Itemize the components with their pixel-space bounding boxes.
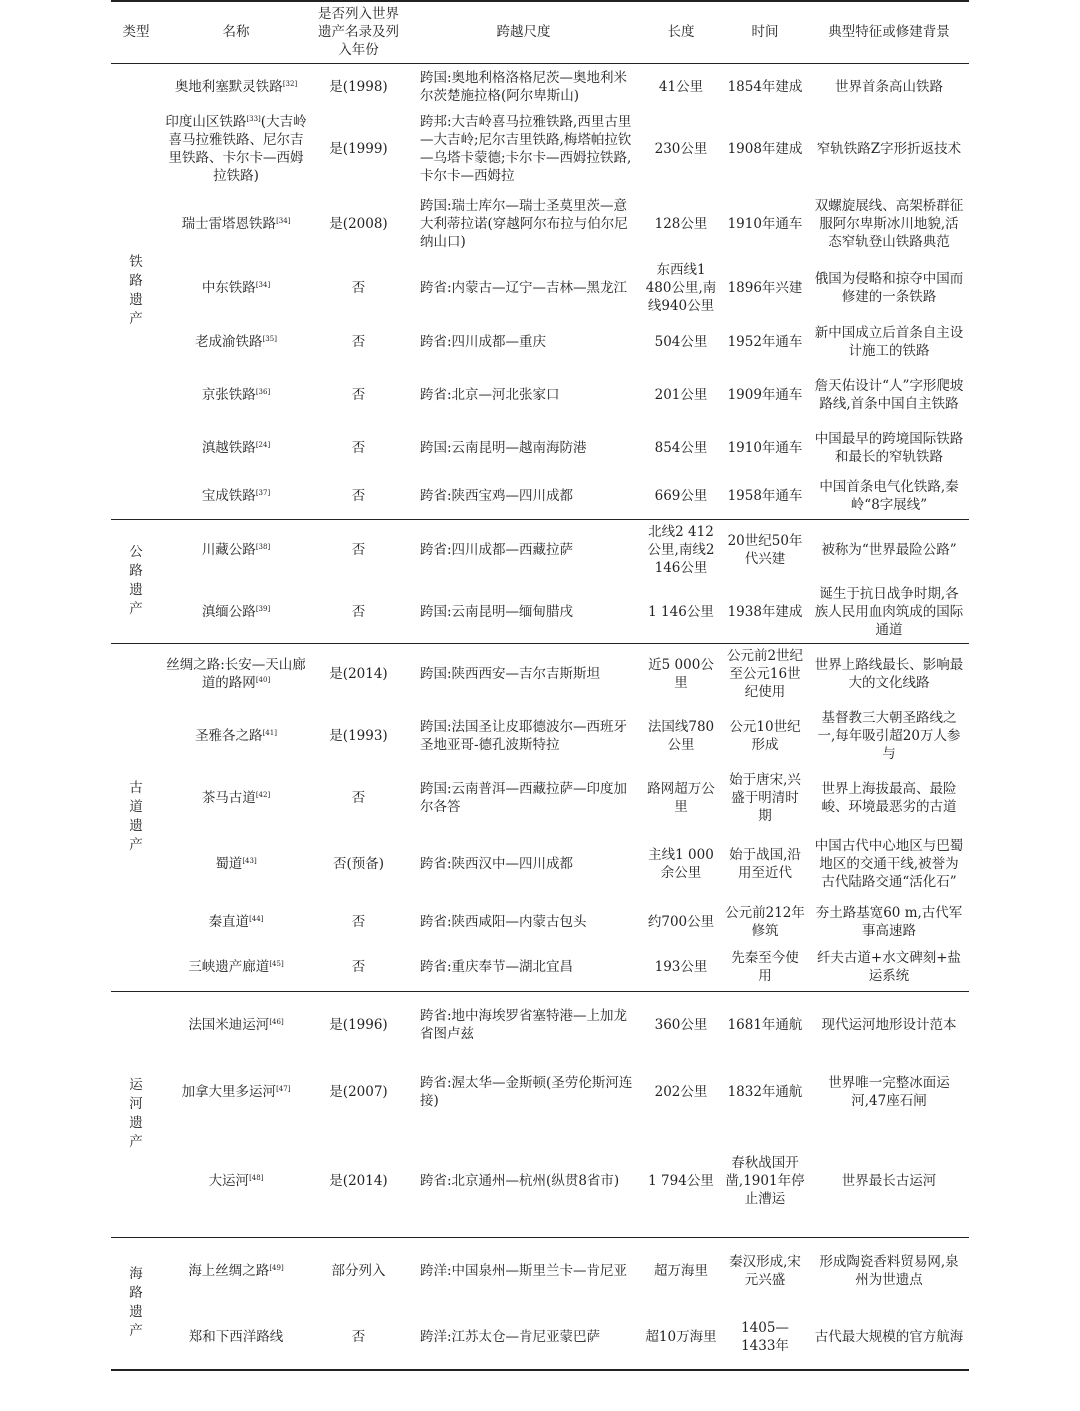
span-cell: 跨省:四川成都—西藏拉萨 [420,542,574,559]
route-name: 滇越铁路 [201,439,256,456]
feature-cell: 世界唯一完整冰面运河,47座石闸 [828,1074,950,1109]
feature-cell: 世界上路线最长、影响最大的文化线路 [814,657,964,692]
table-row [111,63,969,110]
length-cell: 128公里 [654,216,708,232]
length-cell: 201公里 [654,386,708,403]
length-cell: 1 146公里 [641,581,721,643]
table-row [111,1125,969,1237]
time-cell: 1908年建成 [727,141,803,157]
route-name: 瑞士雷塔恩铁路 [181,216,277,232]
length-cell: 504公里 [654,333,708,350]
citation-ref: [46] [269,1017,284,1026]
whs-cell: 是(1996) [329,1016,388,1033]
whs-cell: 否 [351,386,366,403]
time-cell: 先秦至今使用 [721,944,809,991]
feature-cell: 纤夫古道+水文碑刻+盐运系统 [809,944,969,991]
name-cell [161,991,311,1058]
length-cell: 主线1 000余公里 [648,847,714,881]
whs-cell: 否 [311,1304,406,1370]
route-name: 秦直道 [208,913,250,930]
feature-cell: 新中国成立后首条自主设计施工的铁路 [814,324,964,359]
span-cell: 跨洋:中国泉州—斯里兰卡—肯尼亚 [420,1262,628,1279]
citation-ref: [41] [262,729,277,737]
table-row [111,368,969,421]
route-name: 大运河 [208,1172,250,1189]
name-cell [161,767,311,829]
citation-ref: [48] [249,1173,264,1182]
route-name: 老成渝铁路 [195,333,263,350]
name-cell [161,519,311,581]
name-cell [161,315,311,368]
group-4 [111,1237,969,1370]
span-cell: 跨省:陕西宝鸡—四川成都 [406,474,641,519]
category-cell [111,519,161,643]
time-cell: 1681年通航 [727,1016,803,1033]
span-cell: 跨国:陕西西安—吉尔吉斯斯坦 [420,666,601,683]
group-0 [111,63,969,519]
category-label: 铁路遗产 [129,254,143,327]
group-2 [111,643,969,991]
category-label: 公路遗产 [129,544,143,617]
name-cell [161,260,311,315]
name-cell [161,1304,311,1370]
table-row [111,421,969,474]
length-cell: 约700公里 [647,913,715,930]
feature-cell: 中国古代中心地区与巴蜀地区的交通干线,被誉为古代陆路交通“活化石” [814,838,964,890]
citation-ref: [43] [242,857,257,865]
span-cell: 跨省:北京—河北张家口 [420,386,560,403]
citation-ref: [44] [249,914,264,923]
whs-cell: 否 [351,439,366,456]
feature-cell: 世界最长古运河 [809,1125,969,1237]
time-cell: 1952年通车 [727,333,803,350]
time-cell: 1958年通车 [721,474,809,519]
header-feature: 典型特征或修建背景 [809,1,969,63]
length-cell: 北线2 412公里,南线2 146公里 [647,524,715,577]
header-name: 名称 [161,1,311,63]
name-cell [161,1058,311,1125]
span-cell: 跨省:陕西咸阳—内蒙古包头 [420,913,587,930]
span-cell: 跨国:云南普洱—西藏拉萨—印度加尔各答 [420,781,628,815]
table-row [111,944,969,991]
time-cell: 1909年通车 [727,386,803,403]
whs-cell: 否(预备) [332,856,385,872]
span-cell: 跨国:瑞士库尔—瑞士圣莫里茨—意大利蒂拉诺(穿越阿尔布拉与伯尔尼纳山口) [420,198,628,250]
table-row [111,315,969,368]
time-cell: 1896年兴建 [727,279,803,296]
table-row [111,643,969,705]
name-cell [161,944,311,991]
route-name: 圣雅各之路 [195,728,263,744]
table-row [111,110,969,188]
heritage-table [111,0,969,1371]
span-cell: 跨省:北京通州—杭州(纵贯8省市) [406,1125,641,1237]
whs-cell: 否 [311,944,406,991]
citation-ref: [49] [269,1263,284,1272]
feature-cell: 夯土路基宽60 m,古代军事高速路 [815,904,963,939]
time-cell: 1832年通航 [727,1083,803,1100]
name-cell [161,829,311,899]
name-cell [161,1125,311,1237]
whs-cell: 是(1993) [329,728,388,744]
table-row [111,1058,969,1125]
citation-ref: [24] [255,440,271,449]
whs-cell: 是(2007) [329,1083,388,1100]
citation-ref: [36] [255,387,271,396]
length-cell: 669公里 [641,474,721,519]
route-name: 三峡遗产廊道 [188,959,270,976]
span-cell: 跨国:云南昆明—缅甸腊戌 [406,581,641,643]
time-cell: 1938年建成 [721,581,809,643]
feature-cell: 形成陶瓷香料贸易网,泉州为世遗点 [819,1253,959,1288]
length-cell: 法国线780公里 [647,719,715,753]
feature-cell: 中国最早的跨境国际铁路和最长的窄轨铁路 [814,430,964,465]
span-cell: 跨省:地中海埃罗省塞特港—上加龙省图卢兹 [420,1007,628,1042]
name-cell [161,705,311,767]
time-cell: 始于战国,沿用至近代 [729,847,801,881]
category-label: 古道遗产 [129,780,143,853]
header-row [111,1,969,63]
span-cell: 跨国:法国圣让皮耶德波尔—西班牙圣地亚哥-德孔波斯特拉 [420,719,628,753]
time-cell: 公元前2世纪至公元16世纪使用 [726,648,804,701]
name-cell [161,899,311,944]
header-whs: 是否列入世界遗产名录及列入年份 [311,1,406,63]
route-name: 茶马古道 [201,790,256,806]
name-cell [161,421,311,474]
category-cell [111,643,161,991]
name-cell [161,1237,311,1304]
feature-cell: 诞生于抗日战争时期,各族人民用血肉筑成的国际通道 [809,581,969,643]
citation-ref: [40] [255,676,271,685]
length-cell: 230公里 [654,141,708,157]
whs-cell: 否 [311,581,406,643]
time-cell: 20世纪50年代兴建 [727,533,803,568]
citation-ref: [35] [262,334,277,343]
route-name: 蜀道 [215,856,243,872]
span-cell: 跨洋:江苏太仓—肯尼亚蒙巴萨 [406,1304,641,1370]
span-cell: 跨省:陕西汉中—四川成都 [420,856,574,872]
feature-cell: 中国首条电气化铁路,秦岭“8字展线” [809,474,969,519]
feature-cell: 俄国为侵略和掠夺中国而修建的一条铁路 [814,270,964,305]
span-cell: 跨省:内蒙古—辽宁—吉林—黑龙江 [420,279,628,296]
length-cell: 193公里 [641,944,721,991]
table-row [111,899,969,944]
citation-ref: [32] [282,79,298,88]
feature-cell: 古代最大规模的官方航海 [809,1304,969,1370]
name-cell [161,63,311,110]
table-row [111,260,969,315]
category-cell [111,991,161,1237]
time-cell: 1910年通车 [727,439,803,456]
whs-cell: 是(1999) [329,141,388,157]
table-row [111,1237,969,1304]
route-name: 川藏公路 [201,542,256,559]
time-cell: 1910年通车 [727,216,803,232]
citation-ref: [42] [255,791,271,799]
length-cell: 41公里 [658,78,704,95]
table-row [111,705,969,767]
table-row [111,1304,969,1370]
name-cell [161,643,311,705]
header-type: 类型 [111,1,161,63]
route-name-detail: (大吉岭喜马拉雅铁路、尼尔吉里铁路、卡尔卡—西姆拉铁路) [168,114,307,184]
time-cell: 公元10世纪形成 [729,719,801,753]
table-row [111,767,969,829]
citation-ref: [38] [255,543,271,552]
whs-cell: 是(2008) [329,216,388,232]
time-cell: 秦汉形成,宋元兴盛 [729,1253,801,1288]
time-cell: 公元前212年修筑 [725,904,805,939]
citation-ref: [37] [255,489,271,498]
citation-ref: [34] [255,280,271,289]
whs-cell: 否 [351,913,366,930]
time-cell: 始于唐宋,兴盛于明清时期 [729,772,801,824]
citation-ref: [47] [276,1084,291,1093]
span-cell: 跨省:重庆奉节—湖北宜昌 [406,944,641,991]
span-cell: 跨国:云南昆明—越南海防港 [420,439,587,456]
citation-ref: [39] [255,604,271,613]
route-name: 京张铁路 [201,386,256,403]
length-cell: 近5 000公里 [648,657,714,692]
route-name: 郑和下西洋路线 [188,1328,284,1345]
route-name: 宝成铁路 [201,488,256,505]
citation-ref: [34] [276,217,291,225]
route-name: 印度山区铁路 [165,114,247,130]
route-name: 法国米迪运河 [188,1016,270,1033]
whs-cell: 是(2014) [311,1125,406,1237]
span-cell: 跨省:渥太华—金斯顿(圣劳伦斯河连接) [420,1074,633,1109]
feature-cell: 现代运河地形设计范本 [821,1016,957,1033]
table-row [111,474,969,519]
table-row [111,991,969,1058]
length-cell: 202公里 [654,1083,708,1100]
route-name: 奥地利塞默灵铁路 [174,78,283,95]
route-name: 滇缅公路 [201,603,256,620]
name-cell [161,474,311,519]
feature-cell: 世界上海拔最高、最险峻、环境最恶劣的古道 [821,781,957,815]
route-name: 丝绸之路:长安—天山廊道的路网 [166,657,306,692]
whs-cell: 是(1998) [329,78,388,95]
group-3 [111,991,969,1237]
whs-cell: 否 [351,279,366,296]
feature-cell: 世界首条高山铁路 [835,78,943,95]
citation-ref: [45] [269,960,284,969]
route-name: 中东铁路 [201,279,256,296]
header-length: 长度 [641,1,721,63]
length-cell: 东西线1 480公里,南线940公里 [645,261,717,314]
whs-cell: 否 [351,542,366,559]
span-cell: 跨国:奥地利格洛格尼茨—奥地利米尔茨楚施拉格(阿尔卑斯山) [420,69,628,104]
header-span: 跨越尺度 [406,1,641,63]
category-cell [111,63,161,519]
whs-cell: 否 [351,790,366,806]
feature-cell: 基督教三大朝圣路线之一,每年吸引超20万人参与 [817,710,961,762]
length-cell: 360公里 [654,1016,708,1033]
whs-cell: 否 [311,474,406,519]
name-cell [161,581,311,643]
route-name: 海上丝绸之路 [188,1262,270,1279]
category-label: 海路遗产 [129,1266,143,1340]
whs-cell: 否 [351,333,366,350]
length-cell: 1 794公里 [641,1125,721,1237]
span-cell: 跨邦:大吉岭喜马拉雅铁路,西里古里—大吉岭;尼尔吉里铁路,梅塔帕拉钦—乌塔卡蒙德;卡尔卡—西姆拉铁路,卡尔卡—西姆拉 [420,114,632,184]
citation-ref: [33] [246,115,261,123]
header-time: 时间 [721,1,809,63]
name-cell [161,110,311,188]
whs-cell: 是(2014) [329,666,388,683]
length-cell: 超万海里 [654,1262,708,1279]
category-cell [111,1237,161,1370]
feature-cell: 双螺旋展线、高架桥群征服阿尔卑斯冰川地貌,活态窄轨登山铁路典范 [814,198,964,250]
span-cell: 跨省:四川成都—重庆 [420,333,547,350]
feature-cell: 被称为“世界最险公路” [821,542,957,559]
length-cell: 超10万海里 [641,1304,721,1370]
table-row [111,829,969,899]
route-name: 加拿大里多运河 [181,1083,277,1100]
name-cell [161,368,311,421]
feature-cell: 窄轨铁路Z字形折返技术 [816,141,962,157]
table-row [111,519,969,581]
time-cell: 春秋战国开凿,1901年停止漕运 [721,1125,809,1237]
time-cell: 1854年建成 [727,78,803,95]
category-label: 运河遗产 [129,1077,143,1150]
time-cell: 1405—1433年 [721,1304,809,1370]
group-1 [111,519,969,643]
table-row [111,188,969,260]
length-cell: 路网超万公里 [647,781,715,815]
feature-cell: 詹天佑设计“人”字形爬坡路线,首条中国自主铁路 [814,377,964,412]
name-cell [161,188,311,260]
whs-cell: 部分列入 [331,1262,386,1279]
table-row [111,581,969,643]
length-cell: 854公里 [654,439,708,456]
